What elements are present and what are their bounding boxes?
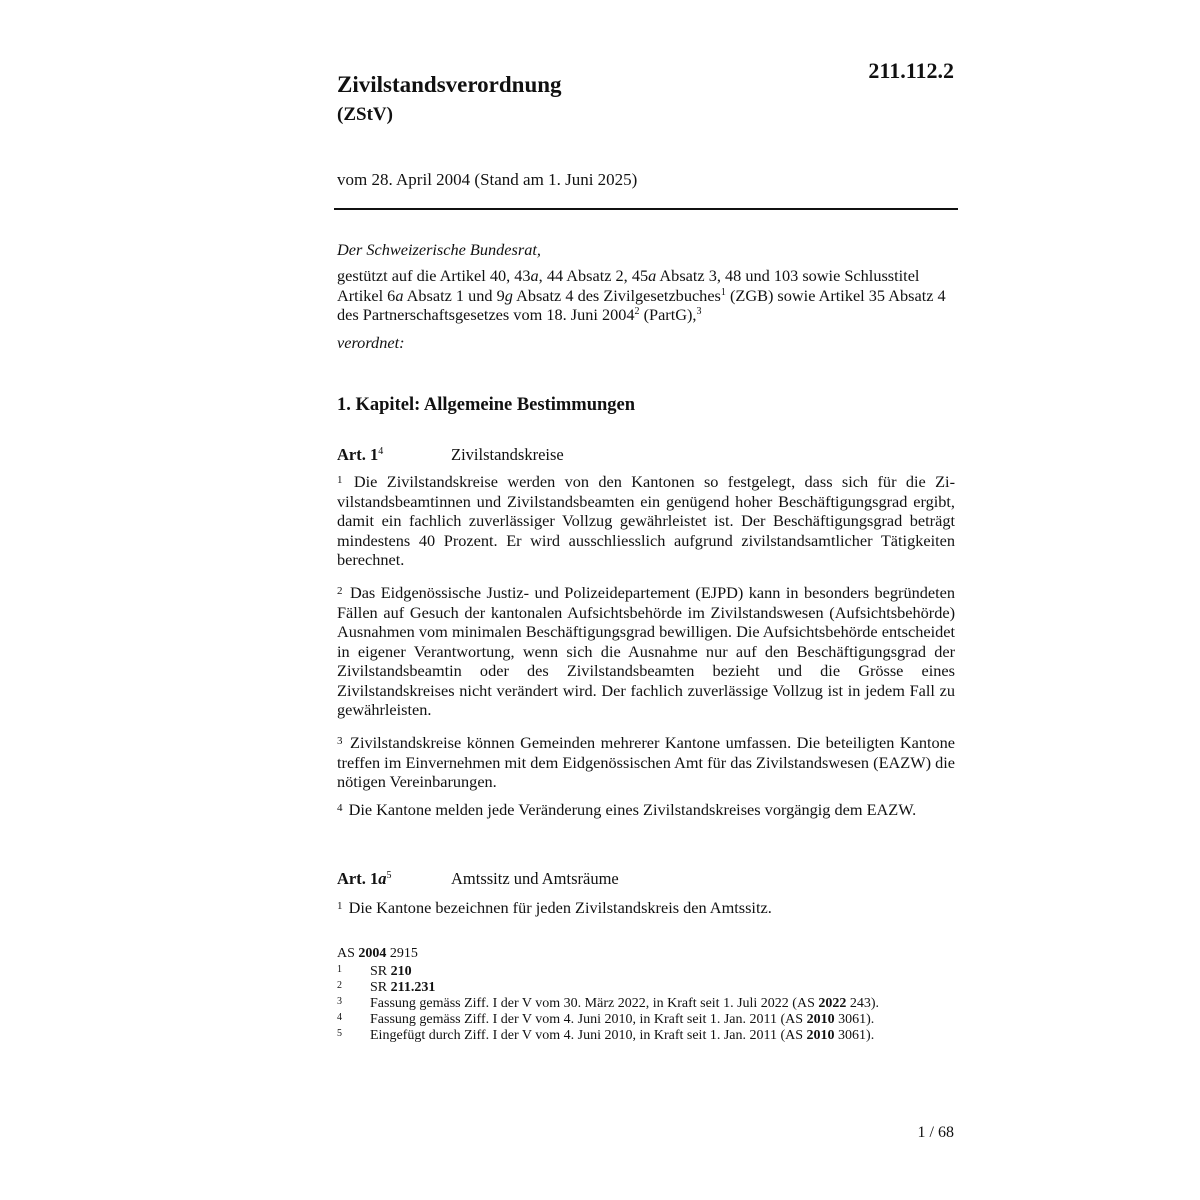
article-paragraph: $^2$ Das Eidgenössische Justiz- und Polizeidepartement (EJPD) kann in besonders begründeten Fällen auf Gesuch der kantonalen Aufsichtsbehörde im Zivilstandswesen (Aufsichtsbehörde) Ausnahmen vom minimalen Beschäftigungsgrad bewilligen. Die Aufsichtsbehörde entscheidet in eigener Verantwortung, wenn sich die Ausnahme nur auf den Beschäftigungsgrad der Zivilstandsbeamtin oder des Zivilstandsbeamten bezieht und die Grösse eines Zivilstandskreises nicht verändert wird. Der fachlich zuverlässige Vollzug ist in jedem Fall zu gewährleisten.	[337, 583, 955, 719]
footnote-ref[interactable]: 1	[720, 286, 726, 298]
article-heading	[337, 445, 564, 465]
sr-number: 211.112.2	[868, 58, 954, 83]
document-title: Zivilstandsverordnung	[337, 72, 562, 97]
footnote-ref[interactable]: 2	[634, 306, 640, 317]
as-reference: AS 2004 2915	[337, 946, 418, 961]
article-paragraph: $^3$ Zivilstandskreise können Gemeinden mehrerer Kantone umfassen. Die beteiligten Kantone treffen im Einvernehmen mit dem Eidgenössischen Amt für das Zivilstandswesen (EAZW) die nötigen Vereinbarungen.	[337, 733, 955, 791]
footnote-ref[interactable]: 4	[378, 446, 384, 457]
footnote-item: 1 SR 210	[337, 964, 412, 979]
header-divider	[334, 208, 958, 210]
footnote-item: 4 Fassung gemäss Ziff. I der V vom 4. Juni 2010, in Kraft seit 1. Jan. 2011 (AS 2010 3061).	[337, 1012, 875, 1027]
footnote-item: 5 Eingefügt durch Ziff. I der V vom 4. Juni 2010, in Kraft seit 1. Jan. 2011 (AS 2010 3061).	[337, 1028, 875, 1043]
article-number: Art. 1$^4$	[337, 445, 384, 464]
preamble-decree: verordnet:	[337, 333, 405, 352]
document-abbreviation: (ZStV)	[337, 104, 393, 125]
footnote-ref[interactable]: 5	[386, 870, 392, 881]
page-number: 1 / 68	[917, 1124, 954, 1141]
article-number: Art. 1a$^5$	[337, 869, 392, 888]
article-paragraph: $^1$ Die Kantone bezeichnen für jeden Zivilstandskreis den Amtssitz.	[337, 898, 772, 917]
article-title: Zivilstandskreise	[451, 445, 564, 464]
preamble-authority: Der Schweizerische Bundesrat,	[337, 240, 541, 259]
article-paragraph: $^1$ Die Zivilstandskreise werden von den Kantonen so festgelegt, dass sich für die Zivilstandsbeamtinnen und Zivilstandsbeamten ein genügend hoher Beschäftigungsgrad ergibt, damit ein fachlich zuverlässiger Vollzug gewährleistet ist. Der Beschäftigungsgrad beträgt mindestens 40 Prozent. Er wird ausschliesslich aufgrund zivilstandsamtlicher Tätigkeiten berechnet.	[337, 472, 956, 569]
preamble-legal-basis: gestützt auf die Artikel 40, 43a, 44 Absatz 2, 45a Absatz 3, 48 und 103 sowie Schlusstitel Artikel 6a Absatz 1 und 9g Absatz 4 des Zivilgesetzbuches$^1$ (ZGB) sowie Artikel 35 Absatz 4 des Partnerschaftsgesetzes vom 18. Juni 2004$^2$ (PartG),$^3$	[337, 266, 946, 324]
document-date: vom 28. April 2004 (Stand am 1. Juni 2025)	[337, 170, 638, 189]
article-title: Amtssitz und Amtsräume	[451, 869, 619, 888]
article-heading	[337, 869, 619, 889]
footnote-ref[interactable]: 3	[696, 306, 702, 317]
footnotes-section	[337, 946, 897, 1044]
footnote-item: 2 SR 211.231	[337, 980, 436, 995]
article-paragraph: $^4$ Die Kantone melden jede Veränderung eines Zivilstandskreises vorgängig dem EAZW.	[337, 800, 917, 819]
footnote-item: 3 Fassung gemäss Ziff. I der V vom 30. März 2022, in Kraft seit 1. Juli 2022 (AS 2022 243).	[337, 996, 880, 1011]
chapter-heading: 1. Kapitel: Allgemeine Bestimmungen	[337, 395, 636, 415]
